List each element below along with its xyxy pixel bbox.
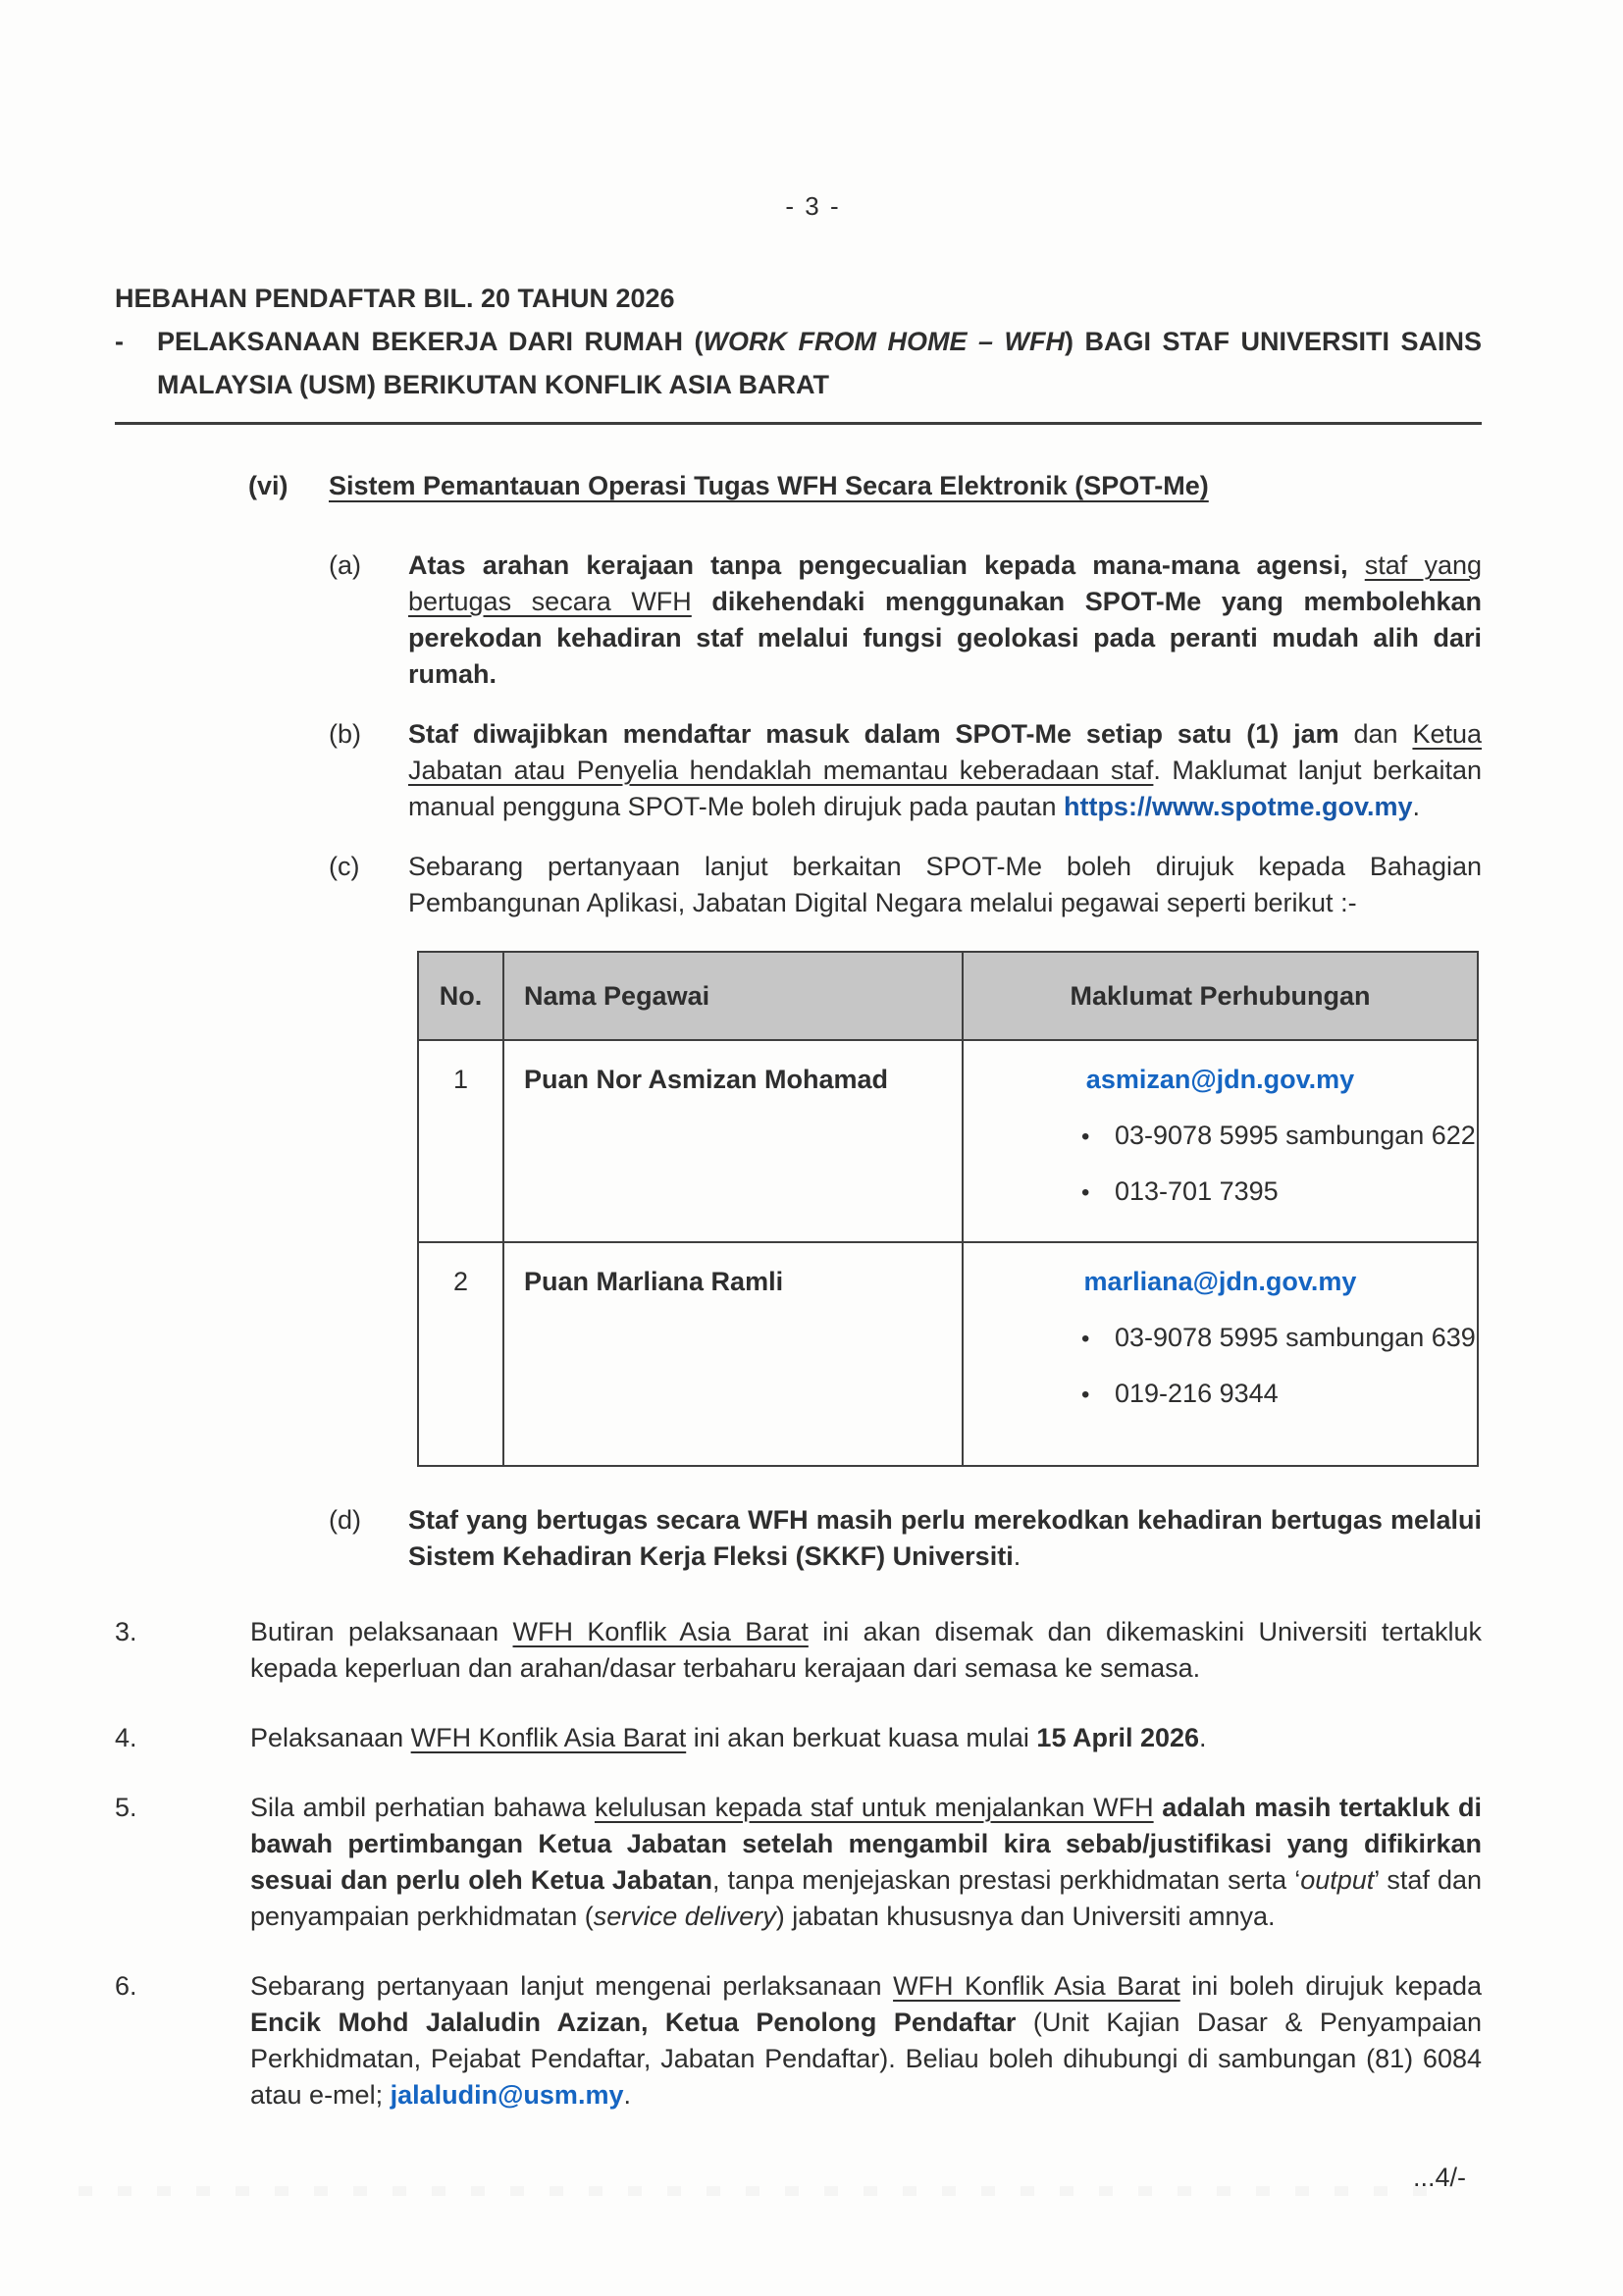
paragraph-5	[115, 1790, 1482, 1935]
row1-name: Puan Nor Asmizan Mohamad	[503, 1040, 963, 1242]
text-run: Ketua Jabatan atau Penyelia hendaklah memantau keberadaan staf	[408, 719, 1482, 785]
circular-title: HEBAHAN PENDAFTAR BIL. 20 TAHUN 2026	[115, 284, 675, 313]
table-header-row	[418, 952, 1478, 1040]
text-run	[1154, 1793, 1163, 1822]
text-run: Encik Mohd Jalaludin Azizan, Ketua Penolong Pendaftar	[250, 2008, 1017, 2037]
paragraph-5-text	[250, 1790, 1482, 1935]
phone-number: 03-9078 5995 sambungan 622	[1115, 1121, 1476, 1150]
text-run: Staf diwajibkan mendaftar masuk dalam SPOT-Me setiap satu (1) jam	[408, 719, 1339, 749]
paragraph-6-number: 6.	[115, 1971, 137, 2001]
item-c-text	[408, 849, 1482, 921]
bullet-icon: •	[1081, 1123, 1090, 1150]
bullet-icon: •	[1081, 1179, 1090, 1206]
col-header-contact: Maklumat Perhubungan	[963, 952, 1478, 1040]
paragraph-3-number: 3.	[115, 1617, 137, 1646]
item-a-text	[408, 548, 1482, 693]
text-run: Sebarang pertanyaan lanjut berkaitan SPOT-Me boleh dirujuk kepada Bahagian Pembangunan Aplikasi, Jabatan Digital Negara melalui pegawai seperti berikut :-	[408, 852, 1482, 917]
col-header-name: Nama Pegawai	[503, 952, 963, 1040]
contact-officers-table	[417, 951, 1479, 1467]
item-b	[329, 716, 1482, 825]
text-run: WFH Konflik Asia Barat	[410, 1723, 687, 1752]
paragraph-4-number: 4.	[115, 1723, 137, 1752]
document-header	[115, 277, 1482, 406]
item-d-text	[408, 1502, 1482, 1575]
text-run: dikehendaki menggunakan SPOT-Me yang membolehkan perekodan kehadiran staf melalui fungsi geolokasi pada peranti mudah alih dari rumah.	[408, 587, 1482, 689]
text-run: adalah masih tertakluk di bawah pertimbangan Ketua Jabatan setelah mengambil kira sebab/justifikasi yang difikirkan sesuai dan perlu oleh Ketua Jabatan	[250, 1793, 1483, 1895]
text-run: output	[1300, 1865, 1375, 1895]
text-run: .	[1412, 792, 1421, 821]
text-run: .	[1199, 1723, 1207, 1752]
text-run: service delivery	[593, 1902, 776, 1931]
text-run: 15 April 2026	[1036, 1723, 1200, 1752]
text-run: Butiran pelaksanaan	[250, 1617, 513, 1646]
phone-number: 013-701 7395	[1115, 1176, 1279, 1206]
item-d-marker: (d)	[329, 1505, 361, 1535]
email-link[interactable]: asmizan@jdn.gov.my	[1085, 1065, 1355, 1094]
row2-no: 2	[418, 1242, 503, 1466]
text-run: Pelaksanaan	[250, 1723, 411, 1752]
text-run: WFH Konflik Asia Barat	[893, 1971, 1180, 2001]
text-run: WFH Konflik Asia Barat	[512, 1617, 809, 1646]
paragraph-4	[115, 1720, 1482, 1756]
text-run: ini akan berkuat kuasa mulai	[686, 1723, 1037, 1752]
text-run: Sila ambil perhatian bahawa	[250, 1793, 595, 1822]
row2-contact-cell	[963, 1242, 1478, 1466]
text-run: dan	[1338, 719, 1413, 749]
list-item	[1081, 1121, 1477, 1151]
list-item	[1081, 1323, 1477, 1353]
row2-phone-list	[964, 1323, 1477, 1409]
item-d	[329, 1502, 1482, 1575]
text-run: ini boleh dirujuk kepada	[1179, 1971, 1482, 2001]
text-run: staf yang bertugas secara WFH	[408, 550, 1482, 616]
subject-dash: -	[115, 327, 124, 356]
subject-text	[157, 320, 1482, 406]
text-run: (Unit Kajian Dasar & Penyampaian Perkhidmatan, Pejabat Pendaftar, Jabatan Pendaftar). Beliau boleh dihubungi di sambungan (81) 6084 atau e-mel;	[250, 2008, 1482, 2110]
section-vi-marker: (vi)	[248, 471, 288, 500]
jalaludin-email-link[interactable]: jalaludin@usm.my	[390, 2080, 624, 2110]
bullet-icon: •	[1081, 1382, 1090, 1408]
text-run: WORK FROM HOME – WFH	[703, 327, 1065, 356]
paragraph-6-text	[250, 1968, 1482, 2113]
text-run: .	[1013, 1541, 1021, 1571]
paragraph-5-number: 5.	[115, 1793, 137, 1822]
text-run: Atas arahan kerajaan tanpa pengecualian kepada mana-mana agensi,	[408, 550, 1365, 580]
phone-number: 03-9078 5995 sambungan 639	[1115, 1323, 1476, 1352]
row2-name: Puan Marliana Ramli	[503, 1242, 963, 1466]
section-vi-heading-row	[248, 468, 1482, 504]
phone-number: 019-216 9344	[1115, 1379, 1279, 1408]
spotme-url-link[interactable]: https://www.spotme.gov.my	[1063, 792, 1413, 821]
col-header-no: No.	[418, 952, 503, 1040]
paragraph-3	[115, 1614, 1482, 1687]
text-run: ) jabatan khususnya dan Universiti amnya.	[775, 1902, 1276, 1931]
list-item	[1081, 1176, 1477, 1207]
text-run: kelulusan kepada staf untuk menjalankan WFH	[594, 1793, 1154, 1822]
page-number-top: - 3 -	[785, 191, 841, 221]
item-c	[329, 849, 1482, 921]
row1-contact-cell	[963, 1040, 1478, 1242]
email-link[interactable]: marliana@jdn.gov.my	[1083, 1267, 1357, 1296]
text-run: .	[623, 2080, 631, 2110]
item-b-text	[408, 716, 1482, 825]
list-item	[1081, 1379, 1477, 1409]
scan-artifact	[79, 2186, 1452, 2196]
item-b-marker: (b)	[329, 719, 361, 749]
item-a	[329, 548, 1482, 693]
text-run: . Maklumat lanjut berkaitan manual pengguna SPOT-Me boleh dirujuk pada pautan	[408, 756, 1482, 821]
text-run: PELAKSANAAN BEKERJA DARI RUMAH (	[157, 327, 704, 356]
table-row	[418, 1242, 1478, 1466]
item-a-marker: (a)	[329, 550, 361, 580]
item-c-marker: (c)	[329, 852, 360, 881]
paragraph-3-text	[250, 1614, 1482, 1687]
section-vi-heading: Sistem Pemantauan Operasi Tugas WFH Secara Elektronik (SPOT-Me)	[329, 471, 1209, 500]
page-number-bottom: ...4/-	[1412, 2163, 1466, 2192]
bullet-icon: •	[1081, 1326, 1090, 1352]
paragraph-4-text	[250, 1720, 1482, 1756]
text-run: ) BAGI STAF UNIVERSITI SAINS MALAYSIA (USM) BERIKUTAN KONFLIK ASIA BARAT	[157, 327, 1483, 399]
text-run: Staf yang bertugas secara WFH masih perlu merekodkan kehadiran bertugas melalui Sistem Kehadiran Kerja Fleksi (SKKF) Universiti	[408, 1505, 1482, 1571]
text-run: , tanpa menjejaskan prestasi perkhidmatan serta ‘	[711, 1865, 1301, 1895]
text-run: Sebarang pertanyaan lanjut mengenai perlaksanaan	[250, 1971, 894, 2001]
table-row	[418, 1040, 1478, 1242]
header-divider	[115, 422, 1482, 425]
row1-no: 1	[418, 1040, 503, 1242]
row1-phone-list	[964, 1121, 1477, 1207]
paragraph-6	[115, 1968, 1482, 2113]
subject-line	[115, 320, 1482, 406]
text-run: ’ staf dan penyampaian perkhidmatan (	[250, 1865, 1482, 1931]
text-run: ini akan disemak dan dikemaskini Universiti tertakluk kepada keperluan dan arahan/dasar terbaharu kerajaan dari semasa ke semasa.	[250, 1617, 1482, 1683]
